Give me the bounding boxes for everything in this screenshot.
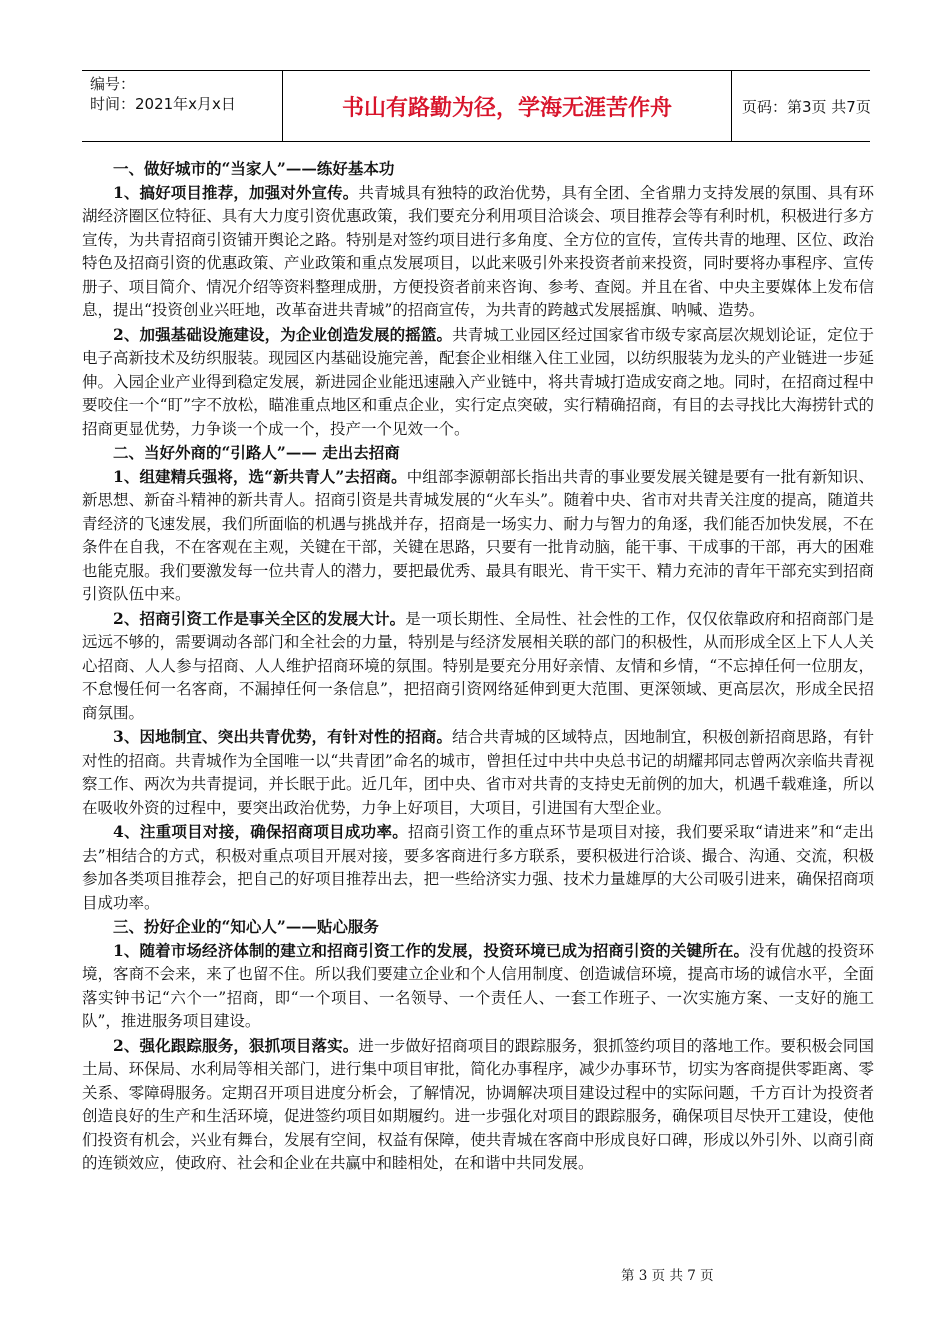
paragraph-text: 进一步做好招商项目的跟踪服务，狠抓签约项目的落地工作。要积极会同国土局、环保局、水利局等相关部门，进行集中项目审批，简化办事程序，减少办事环节，切实为客商提供零距离、零关系、零障碍服务。定期召开项目进度分析会，了解情况，协调解决项目建设过程中的实际问题，千方百计为投资者创造良好的生产和生活环境，促进签约项目如期履约。进一步强化对项目的跟踪服务，确保项目尽快开工建设，使他们投资有机会，兴业有舞台，发展有空间，权益有保障，使共青城在客商中形成良好口碑，形成以外引外、以商引商的连锁效应，使政府、社会和企业在共赢中和睦相处，在和谐中共同发展。 bbox=[82, 1036, 874, 1172]
paragraph-text: 没有优越的投资环境，客商不会来，来了也留不住。所以我们要建立企业和个人信用制度、创造诚信环境，提高市场的诚信水平，全面落实钟书记“六个一”招商，即“一个项目、一名领导、一个责任人、一套工作班子、一次实施方案、一支好的施工队”，推进服务项目建设。 bbox=[82, 941, 874, 1030]
body-paragraph bbox=[82, 1034, 874, 1176]
date-label: 时间：2021年x月x日 bbox=[90, 95, 236, 113]
paragraph-lead: 1、搞好项目推荐，加强对外宣传。 bbox=[113, 182, 359, 202]
header-page-label: 页码：第3页 共7页 bbox=[742, 97, 871, 116]
body-paragraph bbox=[82, 820, 874, 915]
paragraph-lead: 2、招商引资工作是事关全区的发展大计。 bbox=[113, 608, 406, 628]
body-paragraph bbox=[82, 323, 874, 442]
section-heading: 三、扮好企业的“知心人”——贴心服务 bbox=[113, 917, 379, 936]
paragraph-text: 共青城工业园区经过国家省市级专家高层次规划论证，定位于电子高新技术及纺织服装。现园区内基础设施完善，配套企业相继入住工业园，以纺织服装为龙头的产业链进一步延伸。入园企业产业得到稳定发展，新进园企业能迅速融入产业链中，将共青城打造成安商之地。同时，在招商过程中要咬住一个“盯”字不放松，瞄准重点地区和重点企业，实行定点突破，实行精确招商，有目的去寻找比大海捞针式的招商更显优势，力争谈一个成一个，投产一个见效一个。 bbox=[82, 325, 874, 438]
paragraph-lead: 2、加强基础设施建设，为企业创造发展的摇篮。 bbox=[113, 324, 453, 344]
body-paragraph bbox=[82, 725, 874, 820]
document-body bbox=[82, 157, 874, 1176]
paragraph-text: 中组部李源朝部长指出共青的事业要发展关键是要有一批有新知识、新思想、新奋斗精神的新共青人。招商引资是共青城发展的“火车头”。随着中央、省市对共青关注度的提高，随道共青经济的飞速发展，我们所面临的机遇与挑战并存，招商是一场实力、耐力与智力的角逐，我们能否加快发展，不在条件在自我，不在客观在主观，关键在干部，关键在思路，只要有一批肯动脑，能干事、干成事的干部，再大的困难也能克服。我们要激发每一位共青人的潜力，要把最优秀、最具有眼光、肯干实干、精力充沛的青年干部充实到招商引资队伍中来。 bbox=[82, 467, 874, 603]
header-meta bbox=[82, 71, 282, 141]
page-header bbox=[82, 70, 870, 142]
page-footer: 第 3 页 共 7 页 bbox=[621, 1268, 714, 1284]
paragraph-lead: 4、注重项目对接，确保招商项目成功率。 bbox=[113, 822, 408, 841]
body-paragraph bbox=[82, 939, 874, 1034]
body-paragraph bbox=[82, 181, 874, 323]
paragraph-text: 结合共青城的区域特点，因地制宜，积极创新招商思路，有针对性的招商。共青城作为全国唯一以“共青团”命名的城市，曾担任过中共中央总书记的胡耀邦同志曾两次亲临共青视察工作、两次为共青提词，并长眠于此。近几年，团中央、省市对共青的支持史无前例的加大，机遇千载难逢，所以在吸收外资的过程中，要突出政治优势，力争上好项目，大项目，引进国有大型企业。 bbox=[82, 728, 874, 817]
number-label: 编号： bbox=[90, 75, 136, 93]
paragraph-lead: 1、组建精兵强将，选“新共青人”去招商。 bbox=[113, 466, 407, 486]
body-paragraph bbox=[82, 465, 874, 607]
section-heading: 二、当好外商的“引路人”—— 走出去招商 bbox=[113, 443, 400, 462]
body-paragraph bbox=[82, 607, 874, 726]
paragraph-text: 共青城具有独特的政治优势，具有全团、全省鼎力支持发展的氛围、具有环湖经济圈区位特征、具有大力度引资优惠政策，我们要充分利用项目洽谈会、项目推荐会等有利时机，积极进行多方宣传，为共青招商引资铺开舆论之路。特别是对签约项目进行多角度、全方位的宣传，宣传共青的地理、区位、政治特色及招商引资的优惠政策、产业政策和重点发展项目，以此来吸引外来投资者前来投资，同时要将办事程序、宣传册子、项目简介、情况介绍等资料整理成册，方便投资者前来咨询、参考、查阅。并且在省、中央主要媒体上发布信息，提出“投资创业兴旺地，改革奋进共青城”的招商宣传，为共青的跨越式发展摇旗、呐喊、造势。 bbox=[82, 183, 874, 319]
paragraph-text: 是一项长期性、全局性、社会性的工作，仅仅依靠政府和招商部门是远远不够的，需要调动各部门和全社会的力量，特别是与经济发展相关联的部门的积极性，从而形成全区上下人人关心招商、人人参与招商、人人维护招商环境的氛围。特别是要充分用好亲情、友情和乡情，“不忘掉任何一位朋友，不怠慢任何一名客商，不漏掉任何一条信息”，把招商引资网络延伸到更大范围、更深领域、更高层次，形成全民招商氛围。 bbox=[82, 609, 874, 722]
header-motto: 书山有路勤为径，学海无涯苦作舟 bbox=[282, 71, 732, 141]
paragraph-lead: 1、随着市场经济体制的建立和招商引资工作的发展，投资环境已成为招商引资的关键所在。 bbox=[113, 940, 750, 960]
paragraph-lead: 2、强化跟踪服务，狠抓项目落实。 bbox=[113, 1035, 359, 1055]
section-heading: 一、做好城市的“当家人”——练好基本功 bbox=[113, 159, 395, 178]
paragraph-text: 招商引资工作的重点环节是项目对接，我们要采取“请进来”和“走出去”相结合的方式，积极对重点项目开展对接，要多客商进行多方联系，要积极进行洽谈、撮合、沟通、交流，积极参加各类项目推荐会，把自己的好项目推荐出去，把一些给济实力强、技术力量雄厚的大公司吸引进来，确保招商项目成功率。 bbox=[82, 823, 874, 912]
paragraph-lead: 3、因地制宜、突出共青优势，有针对性的招商。 bbox=[113, 727, 453, 746]
